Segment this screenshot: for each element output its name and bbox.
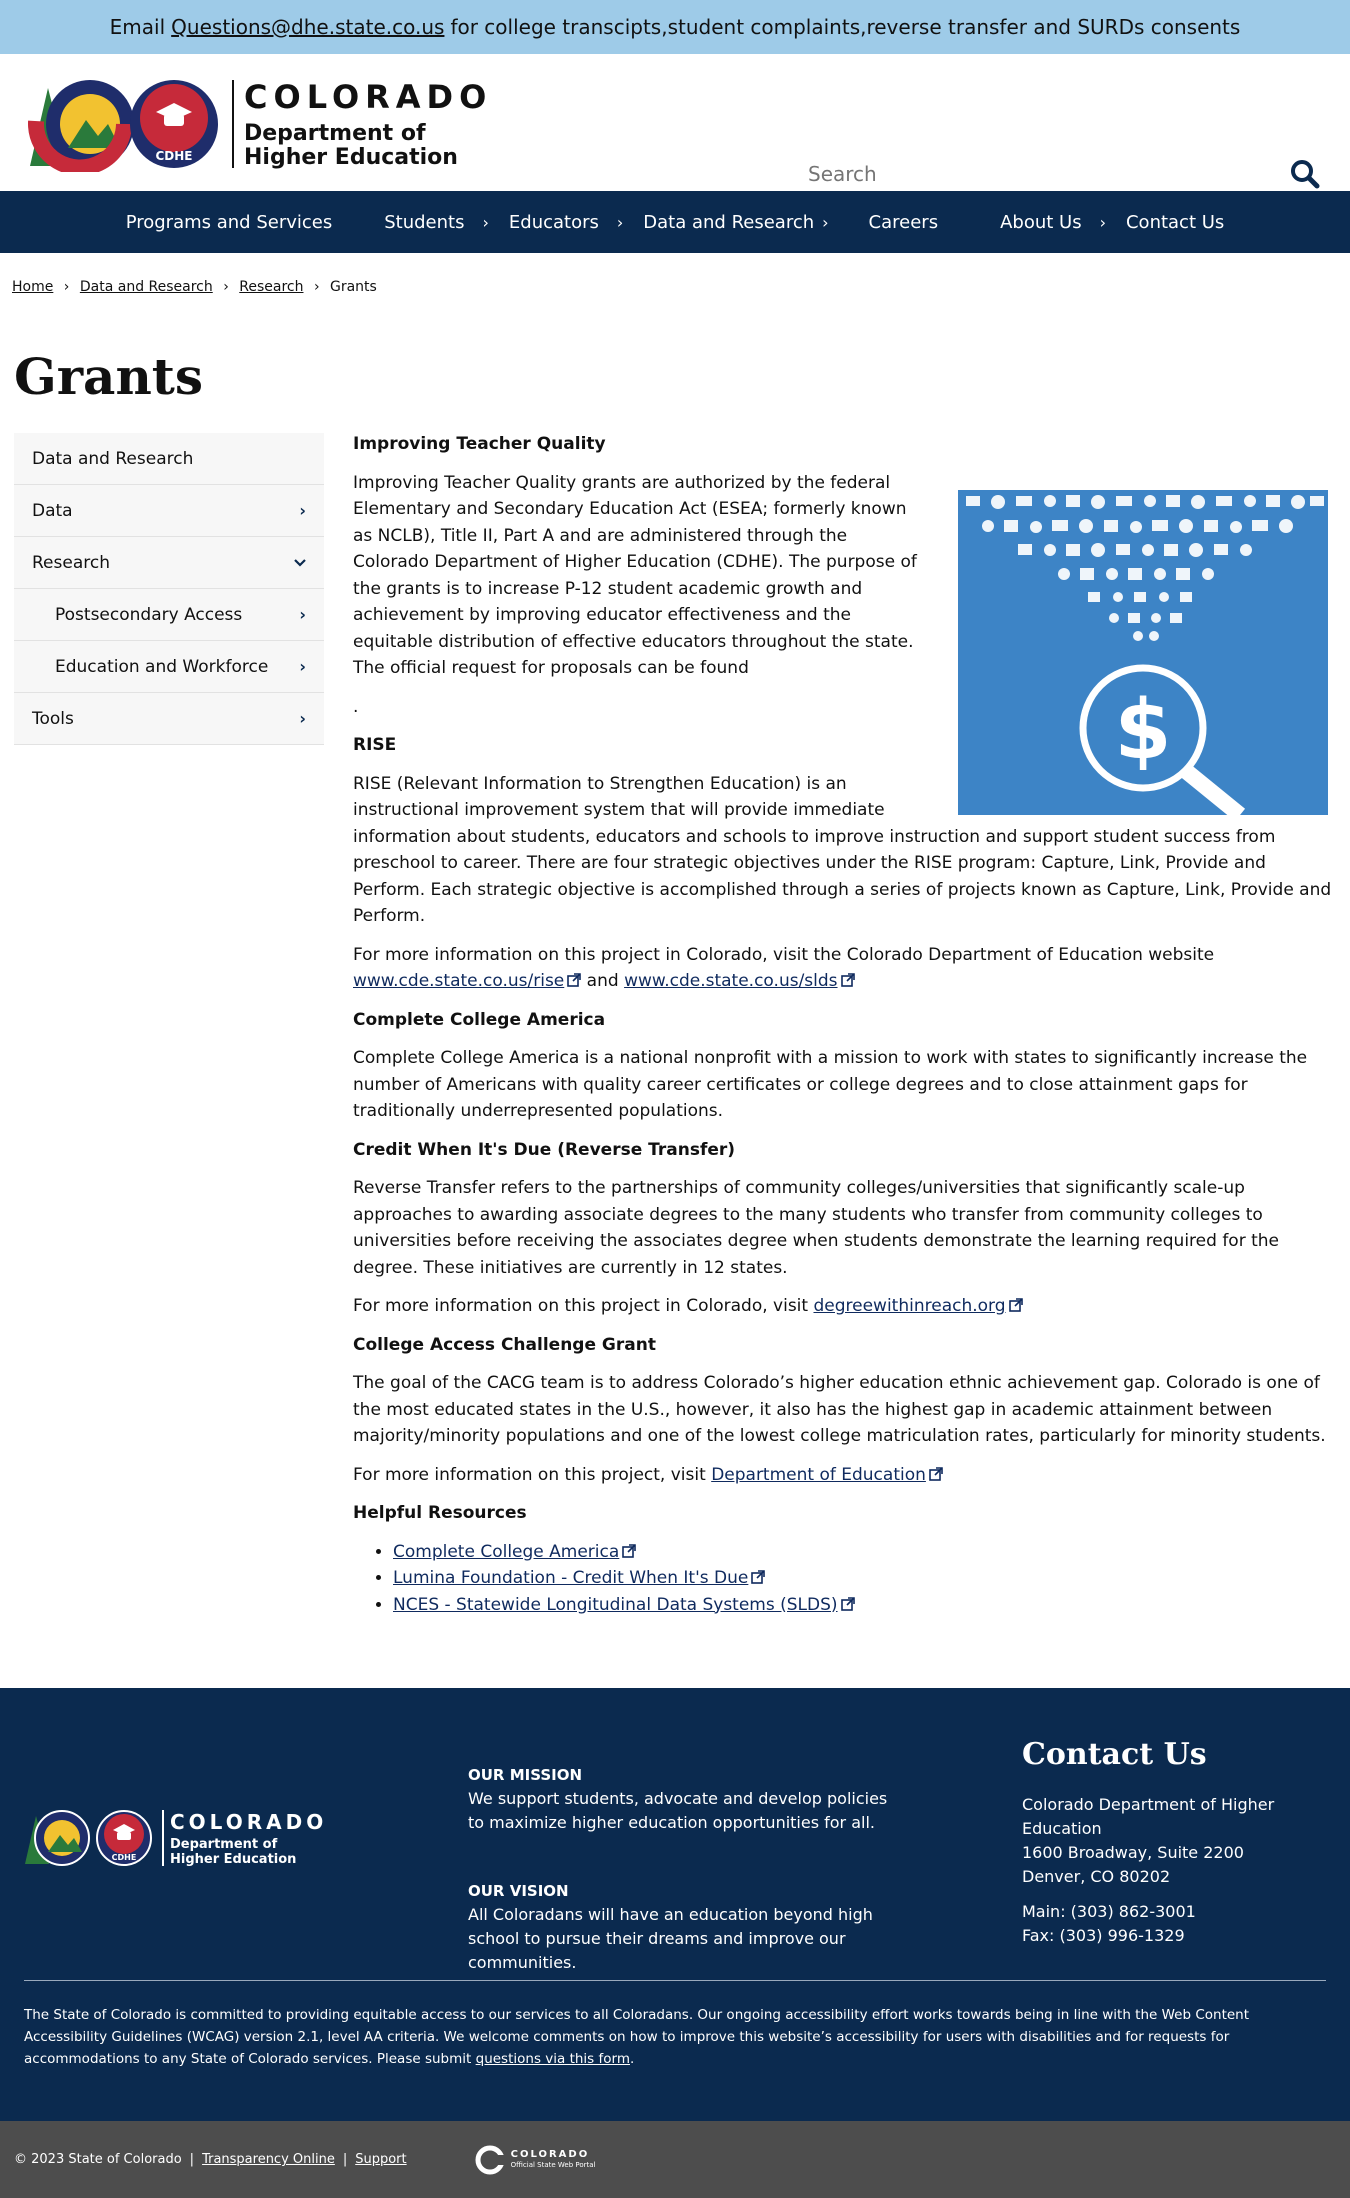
main-nav [0,191,1350,253]
svg-text:$: $ [1114,682,1172,778]
cacg-body: The goal of the CACG team is to address Colorado’s higher education ethnic achievement gap. Colorado is one of the most educated states in the U.S., however, it also has the highest gap in academic attainment between majority/minority populations and one of the lowest college matriculation rates, particularly for minority students. [353,1373,1326,1446]
search-icon[interactable] [1290,159,1320,189]
sidebar-item-research[interactable]: Research [14,537,324,589]
nav-about-us[interactable]: About Us › [1000,211,1106,233]
breadcrumb [0,253,1350,295]
breadcrumb-separator: › [223,279,229,295]
external-link-icon [929,1467,943,1481]
footer-logo-dept-line1: Department of [170,1836,278,1852]
chevron-down-icon [294,559,306,567]
copyright: © 2023 State of Colorado [14,2152,182,2167]
chevron-right-icon: › [299,709,306,728]
external-link-icon [841,973,855,987]
chevron-right-icon: › [616,212,624,232]
breadcrumb-home[interactable]: Home [12,279,54,295]
breadcrumb-research[interactable]: Research [239,279,304,295]
colorado-c-logo-icon [28,76,224,172]
contact-main-phone: Main: (303) 862-3001 [1022,1902,1196,1921]
contact-city: Denver, CO 80202 [1022,1867,1171,1886]
logo-text [244,78,492,170]
chevron-right-icon: › [299,605,306,624]
nav-careers[interactable]: Careers [868,211,939,233]
support-link[interactable]: Support [355,2152,407,2167]
page-title: Grants [14,347,204,406]
main-content [353,433,1338,1618]
portal-text: COLORADO Official State Web Portal [510,2148,596,2169]
degreewithinreach-link[interactable]: degreewithinreach.org [813,1296,1006,1316]
footer-mission-vision [468,1763,908,1975]
cwid-body: Reverse Transfer refers to the partnerships of community colleges/universities that significantly scale-up approaches to awarding associate degrees to the many students who transfer from community colleges to universities before receiving the associates degree when students demonstrate the learning required for the degree. These initiatives are currently in 12 states. [353,1178,1280,1278]
resource-link-nces[interactable]: NCES - Statewide Longitudinal Data Systems (SLDS) [393,1594,838,1615]
vision-heading: OUR VISION [468,1882,569,1900]
transparency-link[interactable]: Transparency Online [202,2152,335,2167]
footer-contact [1022,1737,1350,1948]
chevron-right-icon: › [1099,212,1106,232]
vision-text: All Coloradans will have an education beyond high school to pursue their dreams and improve our communities. [468,1905,873,1972]
rise-more-info: For more information on this project in Colorado, visit the Colorado Department of Education website www.cde.state.co.us/rise and www.cde.state.co.us/slds [353,944,1215,991]
grants-illustration [958,490,1328,815]
mission-text: We support students, advocate and develop policies to maximize higher education opportunities for all. [468,1789,888,1832]
svg-text:CDHE: CDHE [155,149,193,163]
state-portal-logo[interactable] [473,2145,596,2175]
alert-email-link[interactable]: Questions@dhe.state.co.us [171,15,445,39]
bottom-bar [0,2121,1350,2198]
chevron-right-icon: › [299,657,306,676]
list-item [393,1592,1338,1619]
cdhe-logo[interactable] [28,76,492,172]
cacg-more-info: For more information on this project, visit Department of Education [353,1462,1338,1489]
alert-banner [0,0,1350,54]
search-input[interactable] [808,156,1238,192]
logo-divider [232,80,234,168]
accessibility-form-link[interactable]: questions via this form [475,2051,630,2067]
footer-logo[interactable] [24,1808,327,1868]
nav-contact-us[interactable]: Contact Us [1125,211,1225,233]
department-of-education-link[interactable]: Department of Education [711,1464,926,1485]
alert-prefix: Email [109,15,166,39]
nav-students[interactable]: Students › [384,211,489,233]
itq-heading: Improving Teacher Quality [353,434,606,454]
breadcrumb-separator: › [313,279,320,295]
sidebar-nav [14,433,324,745]
resource-link-cca[interactable]: Complete College America [393,1541,620,1562]
logo-state-name: COLORADO [244,78,493,116]
logo-dept-line1: Department of [244,121,426,146]
sidebar-item-postsecondary-access[interactable]: Postsecondary Access › [14,589,324,641]
colorado-c-mark-icon [473,2145,507,2175]
separator: | [342,2152,348,2167]
rise-heading: RISE [353,735,397,755]
external-link-icon [622,1544,636,1558]
svg-text:CDHE: CDHE [111,1853,137,1862]
chevron-right-icon: › [482,212,489,232]
resources-list [393,1539,1338,1619]
footer-logo-state: COLORADO [170,1809,328,1834]
breadcrumb-current: Grants [330,279,377,295]
accessibility-statement: The State of Colorado is committed to providing equitable access to our services to all Coloradans. Our ongoing accessibility effort works towards being in line with the Web Content Accessibility Guidelines (WCAG) version 2.1, level AA criteria. We welcome comments on how to improve this website’s accessibility for users with disabilities and for requests for accommodations to any State of Colorado services. Please submit questions via this form. [24,2007,1250,2067]
external-link-icon [567,973,581,987]
external-link-icon [841,1597,855,1611]
sidebar-item-education-and-workforce[interactable]: Education and Workforce › [14,641,324,693]
logo-dept-line2: Higher Education [244,145,458,170]
footer-divider [24,1980,1326,1981]
mission-heading: OUR MISSION [468,1766,583,1784]
cwid-more-info: For more information on this project in Colorado, visit degreewithinreach.org [353,1293,1338,1320]
nav-educators[interactable]: Educators › [508,211,624,233]
dollar-magnifier-icon [958,490,1328,815]
contact-org: Colorado Department of Higher Education [1022,1795,1275,1838]
cwid-heading: Credit When It's Due (Reverse Transfer) [353,1139,736,1160]
nav-programs-and-services[interactable]: Programs and Services [125,211,333,233]
itq-body: Improving Teacher Quality grants are authorized by the federal Elementary and Secondary Education Act (ESEA; formerly known as NCLB), Title II, Part A and are administered through the Colorado Department of Higher Education (CDHE). The purpose of the grants is to increase P-12 student academic growth and achievement by improving educator effectiveness and the equitable distribution of effective educators throughout the state. The official request for proposals can be found [353,472,917,678]
sidebar-item-data[interactable]: Data › [14,485,324,537]
chevron-right-icon: › [822,212,829,232]
list-item [393,1539,1338,1566]
itq-dot: . [353,696,359,717]
cca-body: Complete College America is a national nonprofit with a mission to work with states to significantly increase the number of Americans with quality career certificates or college degrees and to close attainment gaps for traditionally underrepresented populations. [353,1048,1308,1121]
logo-divider [162,1810,164,1866]
site-footer [0,1688,1350,2121]
colorado-c-logo-icon [24,1808,156,1868]
chevron-right-icon: › [299,501,306,520]
sidebar-item-tools[interactable]: Tools › [14,693,324,745]
cca-heading: Complete College America [353,1009,606,1030]
site-header [0,54,1350,191]
external-link-icon [751,1570,765,1584]
slds-link[interactable]: www.cde.state.co.us/slds [624,971,838,991]
resources-heading: Helpful Resources [353,1503,527,1523]
contact-street: 1600 Broadway, Suite 2200 [1022,1843,1244,1862]
list-item [393,1565,1338,1592]
breadcrumb-data-and-research[interactable]: Data and Research [79,279,213,295]
separator: | [189,2152,195,2167]
contact-fax: Fax: (303) 996-1329 [1022,1926,1185,1945]
cacg-heading: College Access Challenge Grant [353,1334,656,1355]
rise-link[interactable]: www.cde.state.co.us/rise [353,971,565,991]
footer-logo-dept-line2: Higher Education [170,1851,297,1867]
resource-link-lumina[interactable]: Lumina Foundation - Credit When It's Due [393,1568,749,1588]
footer-logo-text [170,1810,327,1867]
external-link-icon [1009,1298,1023,1312]
sidebar-item-data-and-research[interactable]: Data and Research [14,433,324,485]
main-layout [0,417,1350,1618]
rise-body: RISE (Relevant Information to Strengthen Education) is an instructional improvement system that will provide immediate information about students, educators and schools to improve instruction and support student success from preschool to career. There are four strategic objectives under the RISE program: Capture, Link, Provide and Perform. Each strategic objective is accomplished through a series of projects known as Capture, Link, Provide and Perform. [353,773,1332,926]
contact-heading: Contact Us [1022,1737,1207,1772]
breadcrumb-separator: › [63,279,70,295]
nav-data-and-research[interactable]: Data and Research › [643,211,829,233]
alert-suffix: for college transcipts,student complaints,reverse transfer and SURDs consents [450,15,1241,39]
